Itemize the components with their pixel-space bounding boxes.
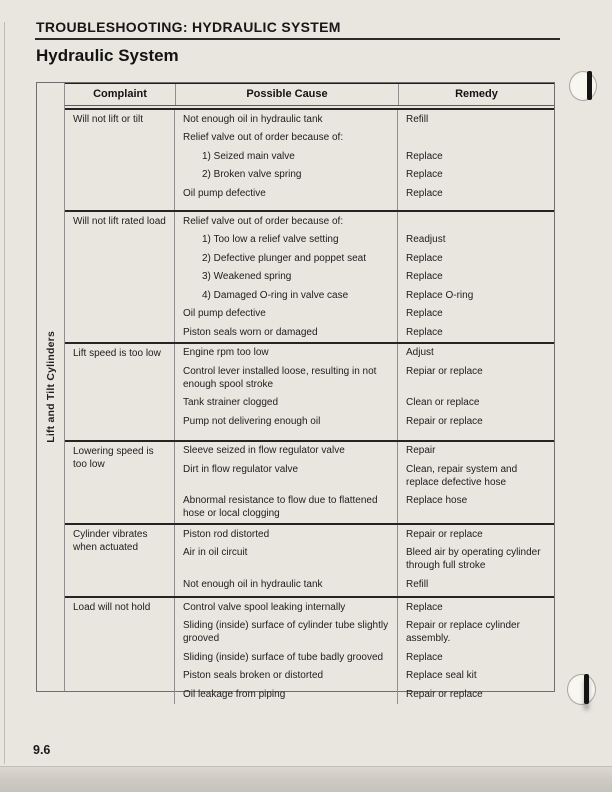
remedy-cell: Bleed air by operating cylinder through full stroke [406,547,541,572]
remedy-cell [398,129,554,148]
cause-cell: Not enough oil in hydraulic tank [175,110,398,129]
remedy-cell: Replace [406,169,443,181]
complaint-cell: Lift speed is too low [65,344,175,440]
cause-remedy-row [175,667,554,686]
cause-remedy-row [175,598,554,617]
cause-remedy-row [175,212,554,231]
cause-cell: Tank strainer clogged [175,394,398,413]
cause-cell: Control lever installed loose, resulting in not enough spool stroke [175,362,398,394]
cause-remedy-row [175,166,554,185]
cause-cell: Not enough oil in hydraulic tank [175,575,398,596]
scan-edge-line [4,22,5,764]
cause-cell: Air in oil circuit [175,544,398,576]
section-heading: TROUBLESHOOTING: HYDRAULIC SYSTEM [36,19,341,35]
cause-cell: 1) Too low a relief valve setting [175,231,398,250]
cause-remedy-row [175,184,554,210]
cause-remedy-row [175,412,554,440]
side-label: Lift and Tilt Cylinders [44,331,57,443]
cause-remedy-list [175,525,554,596]
cause-cell: Piston seals broken or distorted [175,667,398,686]
table-row [65,342,554,440]
cause-remedy-list [175,598,554,704]
cause-remedy-list [175,442,554,524]
table-row [65,210,554,342]
cause-remedy-row [175,460,554,492]
cause-cell: Pump not delivering enough oil [175,412,398,440]
complaint-cell: Will not lift or tilt [65,110,175,210]
cause-cell: Oil pump defective [175,305,398,324]
cause-cell: Piston seals worn or damaged [175,323,398,342]
remedy-cell: Readjust [406,234,446,246]
table-row [65,108,554,210]
cause-remedy-row [175,305,554,324]
cause-remedy-row [175,268,554,287]
cause-cell: Relief valve out of order because of: [175,129,398,148]
remedy-cell: Repair or replace cylinder assembly. [406,620,520,645]
cause-cell: 2) Broken valve spring [175,166,398,185]
cause-remedy-row [175,492,554,524]
cause-remedy-row [175,685,554,704]
binder-hole-top [569,71,597,101]
cause-remedy-row [175,617,554,649]
remedy-cell: Refill [406,578,429,590]
remedy-cell [398,212,554,231]
cause-cell: Engine rpm too low [175,344,398,363]
cause-remedy-list [175,212,554,342]
cause-cell: 3) Weakened spring [175,268,398,287]
cause-remedy-list [175,110,554,210]
remedy-cell: Replace [406,601,443,613]
complaint-cell: Will not lift rated load [65,212,175,342]
page-title: Hydraulic System [36,46,179,65]
cause-remedy-row [175,344,554,363]
cause-remedy-row [175,442,554,461]
cause-remedy-row [175,648,554,667]
column-header-possible-cause: Possible Cause [175,84,398,105]
scan-bottom-edge [0,766,612,792]
cause-remedy-row [175,231,554,250]
binder-clip-mark [587,71,592,100]
cause-cell: Sliding (inside) surface of tube badly grooved [175,648,398,667]
cause-remedy-row [175,129,554,148]
remedy-cell: Replace [406,150,443,162]
cause-cell: Sleeve seized in flow regulator valve [175,442,398,461]
remedy-cell: Clean or replace [406,397,480,409]
remedy-cell: Replace [406,271,443,283]
cause-remedy-row [175,362,554,394]
cause-remedy-list [175,344,554,440]
column-header-remedy: Remedy [398,84,554,105]
remedy-cell: Clean, repair system and replace defective hose [406,463,518,488]
remedy-cell: Repiar or replace [406,365,483,377]
column-header-complaint: Complaint [93,88,147,100]
cause-cell: Dirt in flow regulator valve [175,460,398,492]
cause-remedy-row [175,110,554,129]
remedy-cell: Refill [406,113,429,125]
complaint-cell: Lowering speed is too low [65,442,175,524]
cause-cell: 4) Damaged O-ring in valve case [175,286,398,305]
cause-remedy-row [175,544,554,576]
cause-remedy-row [175,286,554,305]
heading-rule [35,38,560,40]
remedy-cell: Replace [406,326,443,338]
cause-cell: Relief valve out of order because of: [175,212,398,231]
table-main-column [65,83,554,700]
remedy-cell: Replace [406,308,443,320]
cause-remedy-row [175,575,554,596]
binder-clip-mark [584,674,589,704]
remedy-cell: Repair or replace [406,528,483,540]
cause-remedy-row [175,147,554,166]
cause-cell: Oil pump defective [175,184,398,210]
cause-cell: Piston rod distorted [175,525,398,544]
binder-hole-bottom [567,674,596,705]
cause-remedy-row [175,525,554,544]
cause-remedy-row [175,323,554,342]
cause-cell: Oil leakage from piping [175,685,398,704]
remedy-cell: Repair or replace [406,688,483,700]
remedy-cell: Repair [406,445,436,457]
complaint-cell: Cylinder vibrates when actuated [65,525,175,596]
remedy-cell: Replace [406,187,443,199]
remedy-cell: Replace hose [406,495,468,507]
table-side-column [37,83,65,691]
remedy-cell: Replace O-ring [406,289,474,301]
table-row [65,440,554,524]
table-row [65,596,554,704]
remedy-cell: Replace [406,651,443,663]
remedy-cell: Adjust [406,347,434,359]
remedy-cell: Replace seal kit [406,670,477,682]
remedy-cell: Replace [406,252,443,264]
cause-cell: 2) Defective plunger and poppet seat [175,249,398,268]
table-row [65,523,554,596]
cause-remedy-row [175,394,554,413]
cause-remedy-row [175,249,554,268]
troubleshooting-table [36,82,555,700]
page-number: 9.6 [33,743,51,757]
table-body [65,108,554,704]
complaint-cell: Load will not hold [65,598,175,704]
cause-cell: Sliding (inside) surface of cylinder tube slightly grooved [175,617,398,649]
cause-cell: Control valve spool leaking internally [175,598,398,617]
table-header-row [65,83,554,106]
cause-cell: Abnormal resistance to flow due to flattened hose or local clogging [175,492,398,524]
remedy-cell: Repair or replace [406,415,483,427]
cause-cell: 1) Seized main valve [175,147,398,166]
